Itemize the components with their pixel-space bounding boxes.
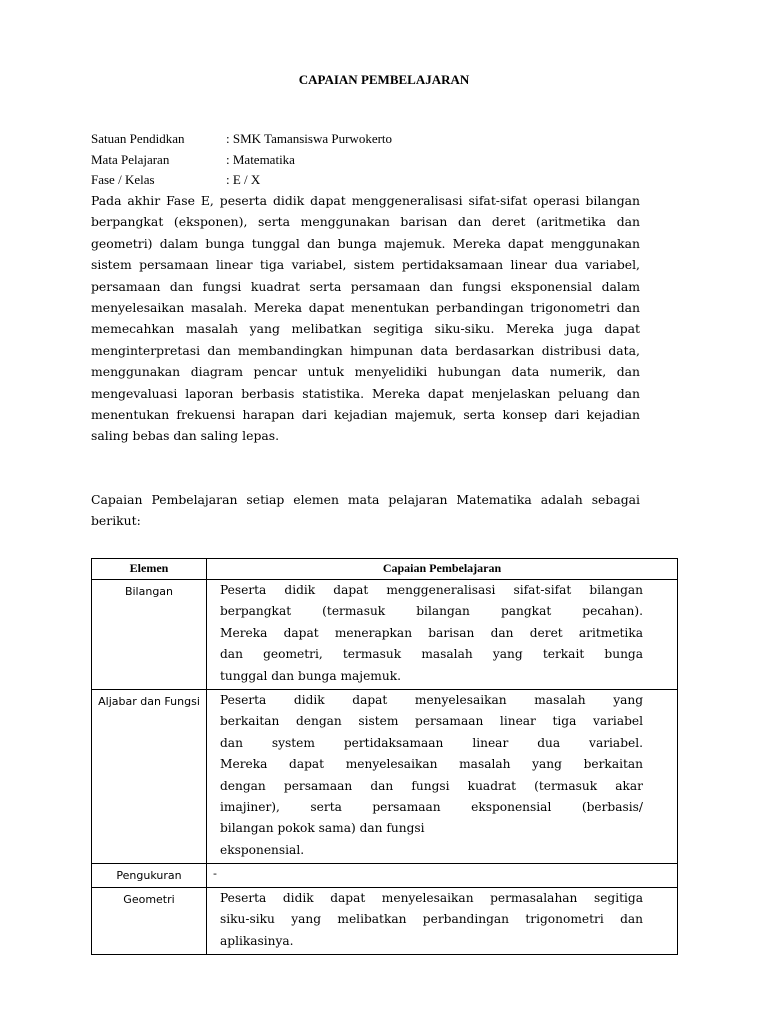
table-row [92, 887, 678, 954]
cp-line: bilangan pokok sama) dan fungsi [220, 821, 425, 836]
cp-cell [207, 887, 678, 954]
cp-line: imajiner), serta persamaan eksponensial (berbasis/ [220, 800, 643, 815]
table-row [92, 690, 678, 864]
cp-line: eksponensial. [220, 842, 305, 857]
cp-table [91, 558, 678, 955]
cp-line: siku-siku yang melibatkan perbandingan trigonometri dan [220, 912, 643, 927]
element-cell: Geometri [92, 887, 207, 954]
cp-line: Mereka dapat menyelesaikan masalah yang berkaitan [220, 757, 643, 772]
info-value: : Matematika [226, 151, 295, 167]
header-elemen: Elemen [92, 559, 207, 580]
element-cell: Bilangan [92, 580, 207, 690]
cp-line: aplikasinya. [220, 933, 294, 948]
info-label: Fase / Kelas [91, 172, 155, 187]
cp-line: Peserta didik dapat menyelesaikan masalah yang [220, 693, 643, 708]
info-row-fase [91, 170, 392, 191]
element-intro-paragraph: Capaian Pembelajaran setiap elemen mata pelajaran Matematika adalah sebagai berikut: [91, 492, 640, 529]
cp-line: dan system pertidaksamaan linear dua variabel. [220, 735, 643, 750]
cp-line: dan geometri, termasuk masalah yang terkait bunga [220, 647, 643, 662]
info-row-mapel [91, 150, 392, 171]
cp-cell [207, 580, 678, 690]
cp-line: tunggal dan bunga majemuk. [220, 668, 401, 683]
cp-line: - [213, 867, 217, 881]
info-block [91, 129, 392, 191]
header-capaian: Capaian Pembelajaran [207, 559, 678, 580]
cp-line: berkaitan dengan sistem persamaan linear tiga variabel [220, 714, 643, 729]
element-cell: Pengukuran [92, 864, 207, 888]
intro-paragraph: Pada akhir Fase E, peserta didik dapat menggeneralisasi sifat-sifat operasi bilangan berpangkat (eksponen), serta menggunakan barisan dan deret (aritmetika dan geometri) dalam bunga tunggal dan bunga majemuk. Mereka dapat menggunakan sistem persamaan linear tiga variabel, sistem pertidaksamaan linear dua variabel, persamaan dan fungsi kuadrat serta persamaan dan fungsi eksponensial dalam menyelesaikan masalah. Mereka dapat menentukan perbandingan trigonometri dan memecahkan masalah yang melibatkan segitiga siku-siku. Mereka juga dapat menginterpretasi dan membandingkan himpunan data berdasarkan distribusi data, menggunakan diagram pencar untuk menyelidiki hubungan data numerik, dan mengevaluasi laporan berbasis statistika. Mereka dapat menjelaskan peluang dan menentukan frekuensi harapan dari kejadian majemuk, serta konsep dari kejadian saling bebas dan saling lepas. [91, 193, 640, 444]
info-label: Mata Pelajaran [91, 151, 170, 167]
info-value: : SMK Tamansiswa Purwokerto [226, 131, 393, 146]
cp-line: Peserta didik dapat menyelesaikan permasalahan segitiga [220, 890, 643, 905]
table-row [92, 580, 678, 690]
element-cell: Aljabar dan Fungsi [92, 690, 207, 864]
info-value: : E / X [226, 172, 261, 187]
cp-line: Peserta didik dapat menggeneralisasi sifat-sifat bilangan [220, 583, 643, 597]
cp-line: dengan persamaan dan fungsi kuadrat (termasuk akar [220, 778, 643, 793]
cp-line: Mereka dapat menerapkan barisan dan deret aritmetika [220, 625, 643, 640]
table-row [92, 864, 678, 888]
info-row-satuan [91, 129, 392, 150]
cp-line: berpangkat (termasuk bilangan pangkat pecahan). [220, 604, 643, 619]
page-title: CAPAIAN PEMBELAJARAN [298, 72, 470, 87]
table-header-row [92, 559, 678, 580]
cp-cell [207, 690, 678, 864]
cp-cell [207, 864, 678, 888]
info-label: Satuan Pendidkan [91, 131, 185, 146]
